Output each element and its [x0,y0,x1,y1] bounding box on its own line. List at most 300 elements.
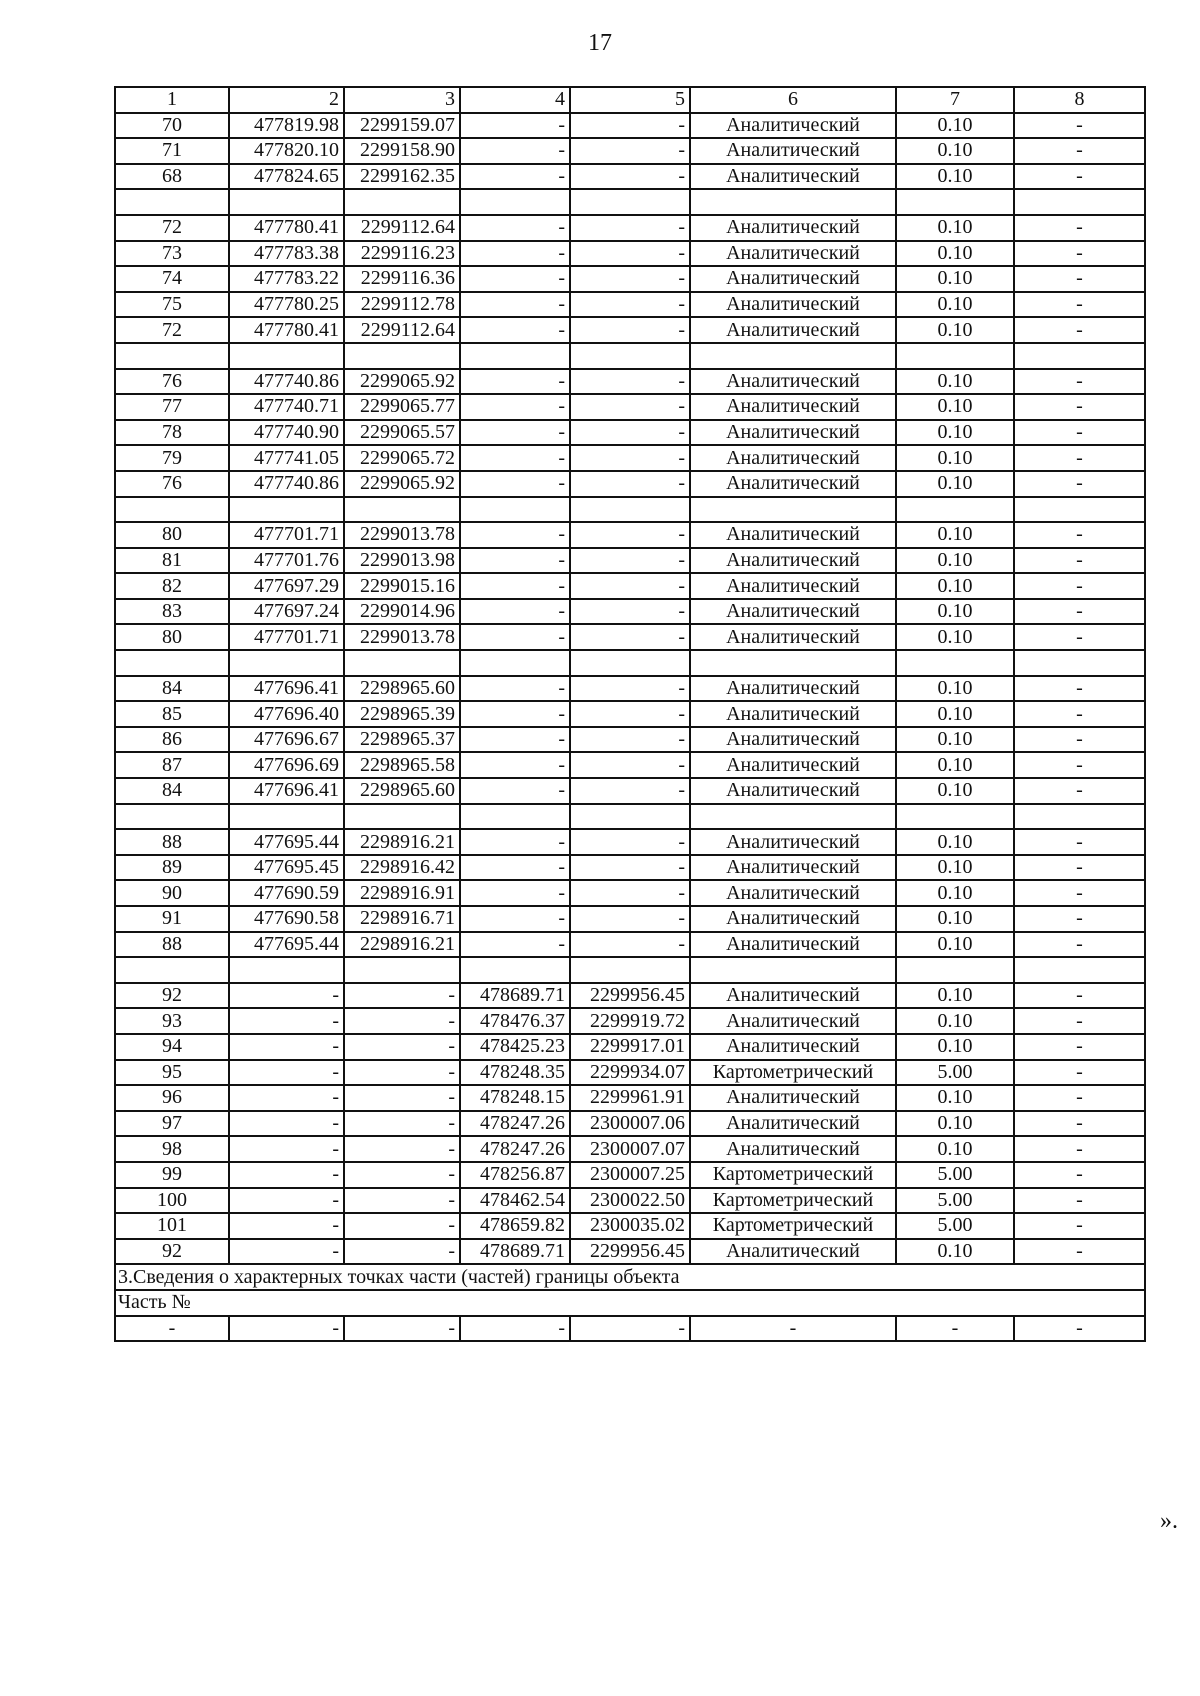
table-cell: - [460,727,570,753]
table-cell: - [1014,752,1145,778]
table-cell: 477780.25 [229,292,344,318]
table-cell: 477696.41 [229,778,344,804]
table-cell [896,497,1014,523]
table-cell: - [460,1316,570,1342]
table-cell: 1 [115,87,229,113]
table-cell: 78 [115,420,229,446]
table-row [115,804,1145,830]
table-cell: - [570,522,690,548]
table-cell: - [344,1136,460,1162]
table-cell: Картометрический [690,1060,896,1086]
table-cell: - [229,1034,344,1060]
table-cell [1014,650,1145,676]
table-cell: 72 [115,215,229,241]
table-cell: - [344,1008,460,1034]
table-cell [229,957,344,983]
table-cell: - [1014,1008,1145,1034]
table-cell: 478476.37 [460,1008,570,1034]
table-cell [570,957,690,983]
table-cell [570,804,690,830]
table-cell: Аналитический [690,1111,896,1137]
table-cell: 0.10 [896,1136,1014,1162]
table-cell: 477701.76 [229,548,344,574]
table-cell: - [690,1316,896,1342]
table-cell [896,957,1014,983]
table-cell: 7 [896,87,1014,113]
table-cell: 0.10 [896,292,1014,318]
table-cell: 0.10 [896,855,1014,881]
table-cell: - [460,752,570,778]
table-cell: 2299116.23 [344,241,460,267]
table-cell: - [570,164,690,190]
table-cell: 477696.41 [229,676,344,702]
section-title-row [115,1264,1145,1290]
table-row [115,497,1145,523]
table-cell: - [115,1316,229,1342]
table-cell: Аналитический [690,676,896,702]
table-cell: - [1014,522,1145,548]
table-cell: Аналитический [690,752,896,778]
table-cell: - [1014,880,1145,906]
table-cell: - [460,317,570,343]
table-cell: - [570,113,690,139]
table-cell: - [229,1008,344,1034]
table-cell [115,804,229,830]
table-cell: 88 [115,829,229,855]
table-cell: - [460,113,570,139]
table-cell: 0.10 [896,778,1014,804]
table-cell: 0.10 [896,752,1014,778]
table-cell: 92 [115,1239,229,1265]
table-cell: 87 [115,752,229,778]
table-cell: 80 [115,522,229,548]
table-cell: - [1014,420,1145,446]
table-cell: 477696.69 [229,752,344,778]
table-cell: 2298965.39 [344,701,460,727]
table-header-row [115,87,1145,113]
table-cell: 477690.58 [229,906,344,932]
table-row [115,829,1145,855]
table-cell: 8 [1014,87,1145,113]
coordinates-table [114,86,1146,1342]
table-cell: 81 [115,548,229,574]
table-cell [229,189,344,215]
table-cell: 0.10 [896,548,1014,574]
table-cell: 0.10 [896,624,1014,650]
table-cell [690,497,896,523]
table-row [115,1316,1145,1342]
table-cell: - [229,1239,344,1265]
table-row [115,394,1145,420]
table-cell: - [570,778,690,804]
table-cell: - [229,1213,344,1239]
table-cell: Аналитический [690,701,896,727]
table-cell: 2299013.98 [344,548,460,574]
table-cell: - [570,701,690,727]
table-cell: - [229,1060,344,1086]
table-cell: 478247.26 [460,1111,570,1137]
table-cell: 5.00 [896,1060,1014,1086]
table-cell: 2300007.06 [570,1111,690,1137]
table-cell: 2298916.91 [344,880,460,906]
table-cell [690,957,896,983]
table-cell: 0.10 [896,445,1014,471]
table-cell: - [229,1162,344,1188]
table-cell: - [460,932,570,958]
table-cell [460,343,570,369]
table-cell: - [1014,676,1145,702]
table-cell: - [460,471,570,497]
table-cell: - [1014,1213,1145,1239]
table-cell: - [460,880,570,906]
table-cell: - [344,1188,460,1214]
table-cell: - [1014,164,1145,190]
table-row [115,1085,1145,1111]
table-cell: 0.10 [896,215,1014,241]
table-cell: 2299917.01 [570,1034,690,1060]
table-cell: - [1014,778,1145,804]
part-label-row [115,1290,1145,1316]
table-cell: 68 [115,164,229,190]
table-row [115,752,1145,778]
table-cell: 2299065.57 [344,420,460,446]
table-cell: 95 [115,1060,229,1086]
table-row [115,317,1145,343]
table-cell: - [570,420,690,446]
table-cell: - [1014,445,1145,471]
table-cell: Аналитический [690,445,896,471]
table-cell: 0.10 [896,420,1014,446]
table-cell: 84 [115,778,229,804]
table-cell [1014,343,1145,369]
table-row [115,1213,1145,1239]
table-cell: Аналитический [690,1085,896,1111]
table-cell: 0.10 [896,906,1014,932]
table-cell: - [1014,394,1145,420]
table-cell: - [570,445,690,471]
table-cell: - [1014,113,1145,139]
table-cell: 91 [115,906,229,932]
table-cell [690,343,896,369]
table-cell [1014,957,1145,983]
table-cell: 477783.22 [229,266,344,292]
table-cell [460,804,570,830]
table-cell: - [229,1188,344,1214]
table-cell: 2299112.64 [344,215,460,241]
table-cell: 70 [115,113,229,139]
table-row [115,548,1145,574]
table-cell: 477824.65 [229,164,344,190]
table-cell: 0.10 [896,701,1014,727]
table-cell: 0.10 [896,727,1014,753]
table-cell: Аналитический [690,573,896,599]
table-cell: 2299112.78 [344,292,460,318]
table-cell: 477697.24 [229,599,344,625]
table-cell: 2299112.64 [344,317,460,343]
table-cell [344,650,460,676]
table-row [115,292,1145,318]
table-cell: 477695.44 [229,932,344,958]
table-cell: 477701.71 [229,624,344,650]
table-cell: - [460,241,570,267]
table-cell [1014,497,1145,523]
table-cell: - [229,1111,344,1137]
table-cell: 2299934.07 [570,1060,690,1086]
table-cell: 86 [115,727,229,753]
table-cell: - [1014,906,1145,932]
table-cell: 0.10 [896,1111,1014,1137]
table-row [115,164,1145,190]
table-cell: - [1014,138,1145,164]
table-row [115,1008,1145,1034]
table-row [115,138,1145,164]
table-cell: 97 [115,1111,229,1137]
table-cell: 2299065.92 [344,369,460,395]
table-cell: 0.10 [896,471,1014,497]
table-cell: 0.10 [896,983,1014,1009]
table-cell: - [570,727,690,753]
table-cell: - [1014,241,1145,267]
table-cell: 77 [115,394,229,420]
table-cell: - [570,317,690,343]
table-cell: - [1014,1162,1145,1188]
table-cell: - [1014,266,1145,292]
table-cell: - [344,1034,460,1060]
table-cell: - [570,855,690,881]
table-cell: 96 [115,1085,229,1111]
table-cell: Аналитический [690,983,896,1009]
table-cell: 477697.29 [229,573,344,599]
table-cell: Аналитический [690,906,896,932]
table-cell: Аналитический [690,829,896,855]
table-cell: - [344,1085,460,1111]
table-cell: 88 [115,932,229,958]
table-cell [229,497,344,523]
table-cell: 2298916.21 [344,932,460,958]
table-cell: Аналитический [690,164,896,190]
table-cell: - [570,829,690,855]
table-cell: 477819.98 [229,113,344,139]
table-cell: - [1014,624,1145,650]
table-cell: Аналитический [690,855,896,881]
table-cell: - [570,471,690,497]
table-cell: 2298965.60 [344,778,460,804]
table-cell: - [570,292,690,318]
table-row [115,1162,1145,1188]
table-cell: 477740.90 [229,420,344,446]
table-cell: 0.10 [896,522,1014,548]
table-cell: - [570,394,690,420]
table-cell: Картометрический [690,1213,896,1239]
table-cell: 2299116.36 [344,266,460,292]
table-row [115,1111,1145,1137]
table-cell: Аналитический [690,471,896,497]
table-row [115,855,1145,881]
table-row [115,369,1145,395]
table-cell: Аналитический [690,138,896,164]
table-cell: - [460,573,570,599]
table-cell: - [460,829,570,855]
table-cell: 478689.71 [460,983,570,1009]
table-cell: - [460,164,570,190]
table-cell: 90 [115,880,229,906]
table-cell: - [570,624,690,650]
table-cell: - [460,138,570,164]
table-cell: 71 [115,138,229,164]
table-cell: 2300035.02 [570,1213,690,1239]
table-cell: 2299013.78 [344,624,460,650]
table-cell: 478689.71 [460,1239,570,1265]
table-cell: 478247.26 [460,1136,570,1162]
table-cell: Аналитический [690,113,896,139]
table-cell [570,343,690,369]
table-cell: 80 [115,624,229,650]
table-cell: - [1014,1136,1145,1162]
table-cell [690,189,896,215]
table-cell: Аналитический [690,1239,896,1265]
table-cell [115,189,229,215]
table-cell: Аналитический [690,317,896,343]
table-row [115,215,1145,241]
table-cell: 0.10 [896,829,1014,855]
table-cell: 477690.59 [229,880,344,906]
table-cell: 478248.15 [460,1085,570,1111]
table-row [115,189,1145,215]
table-cell [460,497,570,523]
table-cell: 0.10 [896,573,1014,599]
table-cell: 0.10 [896,676,1014,702]
table-cell: 0.10 [896,138,1014,164]
table-cell: Аналитический [690,266,896,292]
table-row [115,1239,1145,1265]
table-cell: 478425.23 [460,1034,570,1060]
table-cell: 2299065.92 [344,471,460,497]
table-cell: - [570,676,690,702]
table-cell: - [460,624,570,650]
table-cell [896,804,1014,830]
table-row [115,113,1145,139]
table-cell: - [1014,829,1145,855]
table-row [115,983,1145,1009]
table-cell: - [460,599,570,625]
table-cell: - [1014,573,1145,599]
table-cell [1014,804,1145,830]
table-row [115,266,1145,292]
table-cell [896,189,1014,215]
table-cell: 2300007.07 [570,1136,690,1162]
table-cell: 85 [115,701,229,727]
table-cell: - [344,1162,460,1188]
table-cell: 76 [115,471,229,497]
table-cell [570,650,690,676]
table-cell: - [570,906,690,932]
table-cell: - [1014,471,1145,497]
table-cell: 2300022.50 [570,1188,690,1214]
table-cell: 0.10 [896,1239,1014,1265]
table-cell [229,804,344,830]
table-cell: - [460,906,570,932]
table-cell: - [570,548,690,574]
table-cell: 2298916.71 [344,906,460,932]
table-row [115,1034,1145,1060]
table-cell: Аналитический [690,548,896,574]
table-cell [344,497,460,523]
table-cell: 99 [115,1162,229,1188]
table-cell: - [229,1085,344,1111]
table-cell: - [1014,1316,1145,1342]
table-cell: 2299919.72 [570,1008,690,1034]
table-cell: Аналитический [690,292,896,318]
table-cell: - [1014,317,1145,343]
table-cell: - [344,1239,460,1265]
table-cell: Аналитический [690,778,896,804]
table-cell: 2299065.72 [344,445,460,471]
table-cell [115,957,229,983]
table-cell: - [570,266,690,292]
table-cell: 72 [115,317,229,343]
table-row [115,727,1145,753]
table-row [115,420,1145,446]
table-cell [570,497,690,523]
table-cell: Аналитический [690,241,896,267]
table-cell: 0.10 [896,317,1014,343]
table-cell: 477695.45 [229,855,344,881]
table-cell: - [570,1316,690,1342]
table-cell: 0.10 [896,932,1014,958]
table-cell: 0.10 [896,1034,1014,1060]
table-cell: - [1014,701,1145,727]
table-row [115,778,1145,804]
table-cell: 477820.10 [229,138,344,164]
table-cell: Аналитический [690,1034,896,1060]
table-cell: 2299961.91 [570,1085,690,1111]
table-cell: 477783.38 [229,241,344,267]
table-cell: Аналитический [690,727,896,753]
table-cell: 2299956.45 [570,983,690,1009]
table-cell: - [344,1111,460,1137]
table-cell: 477695.44 [229,829,344,855]
table-cell: - [460,855,570,881]
table-cell: - [570,932,690,958]
table-cell [229,343,344,369]
table-row [115,701,1145,727]
table-cell: 2299014.96 [344,599,460,625]
table-cell: - [1014,292,1145,318]
table-cell: Аналитический [690,394,896,420]
table-cell: Аналитический [690,369,896,395]
table-cell: Аналитический [690,420,896,446]
table-cell: Аналитический [690,932,896,958]
page-number: 17 [588,30,612,56]
table-cell: 2299162.35 [344,164,460,190]
table-cell: Аналитический [690,880,896,906]
table-cell: 2300007.25 [570,1162,690,1188]
table-cell: - [1014,1085,1145,1111]
table-cell [115,650,229,676]
table-row [115,1060,1145,1086]
table-row [115,880,1145,906]
table-cell: 0.10 [896,1085,1014,1111]
table-cell: - [1014,548,1145,574]
table-cell [460,957,570,983]
table-cell: - [896,1316,1014,1342]
table-cell: - [344,983,460,1009]
table-cell: 2298965.58 [344,752,460,778]
table-row [115,445,1145,471]
table-cell: Аналитический [690,1136,896,1162]
table-row [115,573,1145,599]
table-cell: - [1014,1188,1145,1214]
